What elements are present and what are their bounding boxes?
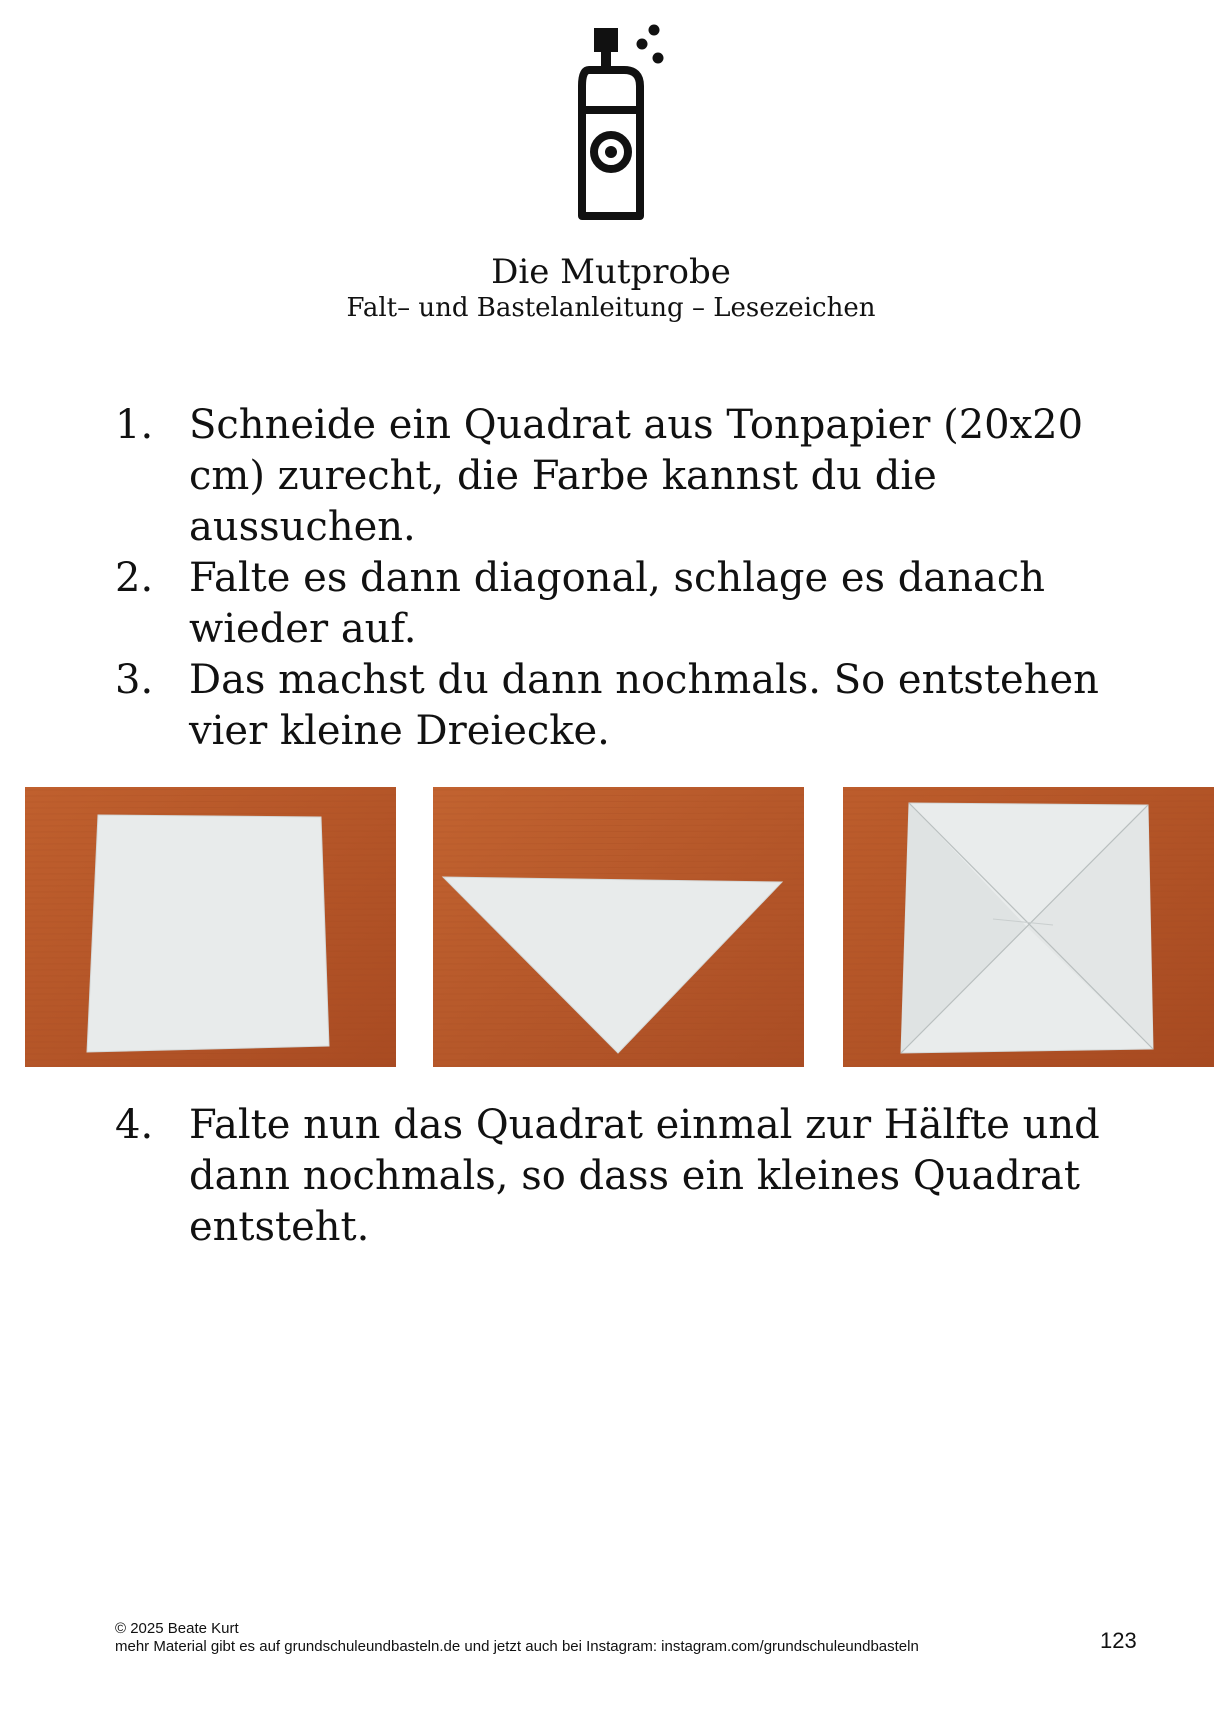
step-text: Das machst du dann nochmals. So entstehen vier kleine Dreiecke. — [189, 657, 1099, 754]
footer-copyright: © 2025 Beate Kurt — [115, 1620, 239, 1637]
footer — [115, 1620, 919, 1656]
step-item — [0, 655, 1109, 757]
step-item — [0, 1100, 1109, 1253]
step-item — [0, 553, 1109, 655]
spray-can-icon — [574, 20, 714, 220]
step-text: Falte nun das Quadrat einmal zur Hälfte und dann nochmals, so dass ein kleines Quadrat entsteht. — [189, 1102, 1100, 1250]
page-title: Die Mutprobe — [491, 252, 731, 292]
footer-note: mehr Material gibt es auf grundschuleundbasteln.de und jetzt auch bei Instagram: instagram.com/grundschuleundbasteln — [115, 1638, 919, 1655]
page-subtitle: Falt– und Bastelanleitung – Lesezeichen — [346, 293, 876, 323]
step-number: 4. — [115, 1102, 154, 1148]
step-number: 2. — [115, 555, 154, 601]
step-number: 3. — [115, 657, 154, 703]
page-header — [0, 252, 1222, 324]
paper-triangle-photo — [433, 787, 804, 1067]
step-number: 1. — [115, 402, 154, 448]
photo-row — [0, 787, 1222, 1067]
step-item — [0, 400, 1109, 553]
steps-list-top — [0, 400, 1222, 757]
steps-list-bottom — [0, 1100, 1222, 1253]
paper-creased-square-photo — [843, 787, 1214, 1067]
paper-square-photo — [25, 787, 396, 1067]
step-text: Falte es dann diagonal, schlage es danach wieder auf. — [189, 555, 1045, 652]
page-number: 123 — [1100, 1628, 1137, 1653]
step-text: Schneide ein Quadrat aus Tonpapier (20x20 cm) zurecht, die Farbe kannst du die aussuchen. — [189, 402, 1084, 550]
